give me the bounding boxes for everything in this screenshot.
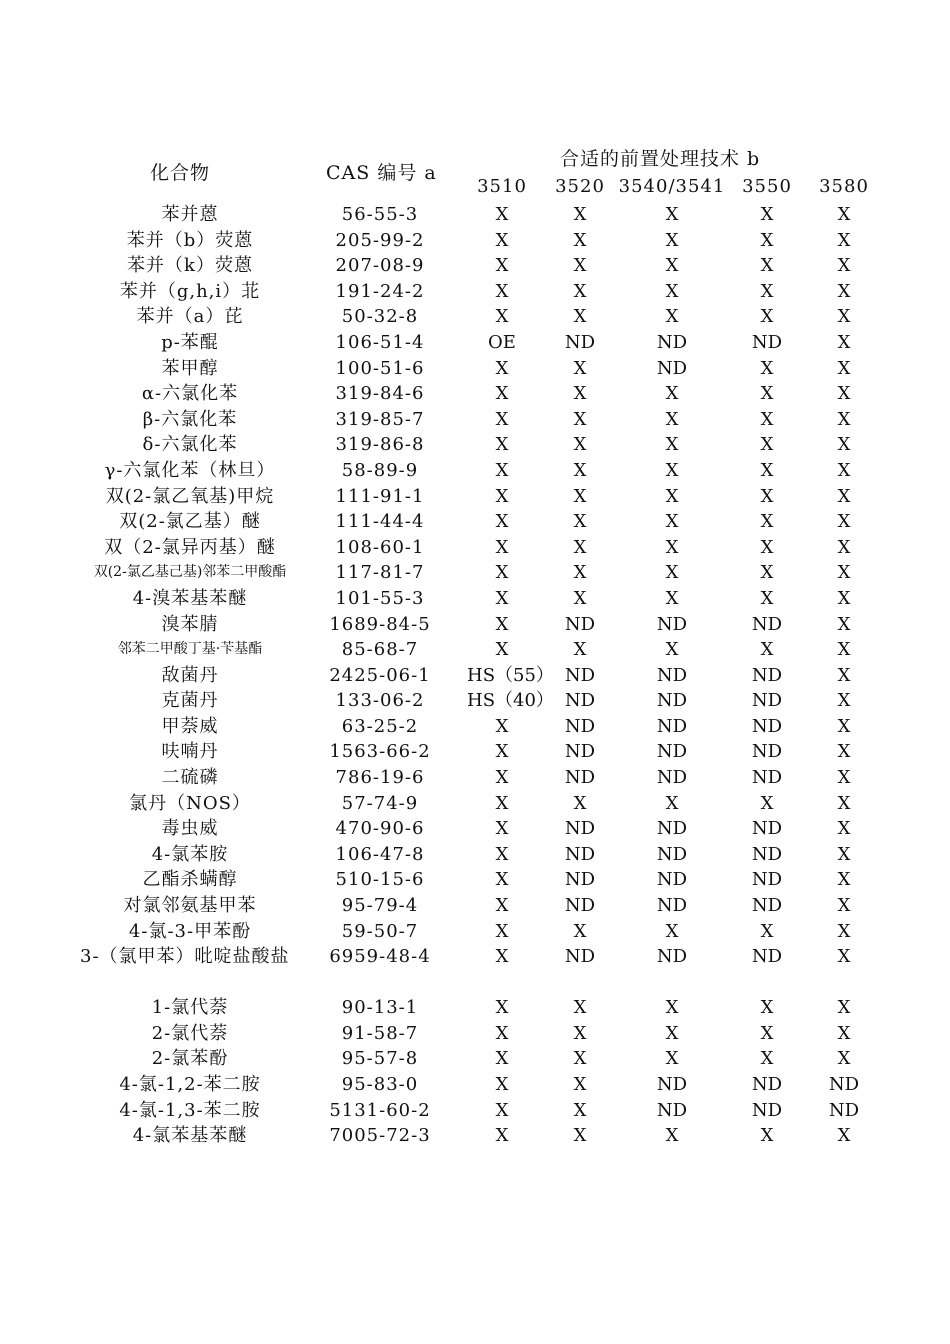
compound-name: 苯并（g,h,i）苝 [119,280,261,302]
method-3540-3541-value: ND [656,690,688,712]
compound-name: 呋喃丹 [161,741,219,763]
method-3540-3541-value: ND [656,869,688,891]
method-3540-3541-value: X [665,1022,679,1044]
method-3540-3541-value: X [665,280,679,302]
method-3540-3541-value: X [665,408,679,430]
method-3580-value: X [837,920,851,942]
table-row [0,279,950,305]
cas-number: 95-57-8 [341,1048,419,1070]
method-3580-value: X [837,895,851,917]
cas-number: 106-47-8 [335,843,425,865]
cas-number: 100-51-6 [335,357,425,379]
method-3550-value: X [760,1125,774,1147]
method-3580-value: X [837,1125,851,1147]
table-row [0,330,950,356]
method-3540-3541-value: ND [656,664,688,686]
method-3550-value: ND [751,690,783,712]
compound-name: 双(2-氯乙基己基)邻苯二甲酸酯 [93,564,287,581]
method-3520-value: ND [564,843,596,865]
cas-number: 470-90-6 [335,818,425,840]
header-method-3550: 3550 [742,176,792,197]
method-3550-value: X [760,204,774,225]
method-3550-value: ND [751,613,783,635]
compound-name: 4-溴苯基苯醚 [132,587,248,609]
cas-number: 111-91-1 [335,485,425,507]
cas-number: 133-06-2 [335,690,425,712]
method-3510-value: X [495,920,509,942]
cas-number: 319-86-8 [335,434,425,456]
method-3520-value: X [573,920,587,942]
method-3580-value: X [837,767,851,789]
table-row [0,356,950,382]
cas-number: 510-15-6 [335,869,425,891]
method-3510-value: X [495,843,509,865]
method-3540-3541-value: ND [656,843,688,865]
method-3580-value: X [837,792,851,814]
header-pretreatment-group: 合适的前置处理技术 b [560,148,761,170]
method-3540-3541-value: ND [656,613,688,635]
method-3580-value: X [837,587,851,609]
table-row [0,612,950,638]
table-row [0,995,950,1021]
method-3520-value: X [573,562,587,584]
method-3520-value: ND [564,741,596,763]
compound-name: 邻苯二甲酸丁基·苄基酯 [117,641,263,658]
method-3580-value: X [837,869,851,891]
cas-number: 106-51-4 [335,331,425,353]
method-3540-3541-value: X [665,434,679,456]
method-3520-value: X [573,229,587,251]
compound-name: 双(2-氯乙基）醚 [119,511,261,533]
method-3550-value: ND [751,869,783,891]
cas-number: 108-60-1 [335,536,425,558]
method-3540-3541-value: ND [656,715,688,737]
table-row [0,739,950,765]
method-3580-value: X [837,229,851,251]
method-3520-value: X [573,280,587,302]
cas-number: 5131-60-2 [329,1099,431,1121]
table-row [0,765,950,791]
method-3580-value: X [837,946,851,968]
method-3550-value: X [760,383,774,405]
method-3550-value: X [760,792,774,814]
method-3580-value: X [837,639,851,661]
table-row [0,560,950,586]
method-3510-value: X [495,204,509,225]
method-3540-3541-value: ND [656,741,688,763]
method-3580-value: X [837,357,851,379]
method-3520-value: X [573,485,587,507]
method-3510-value: X [495,946,509,968]
compound-name: 毒虫威 [161,818,219,840]
table-row [0,432,950,458]
method-3510-value: X [495,459,509,481]
cas-number: 91-58-7 [341,1022,419,1044]
compound-name: 敌菌丹 [161,664,219,686]
cas-number: 786-19-6 [335,767,425,789]
table-row [0,304,950,330]
compound-name: 双（2-氯异丙基）醚 [104,536,276,558]
method-3540-3541-value: ND [656,895,688,917]
table-row [0,714,950,740]
method-3550-value: ND [751,1099,783,1121]
method-3550-value: X [760,1022,774,1044]
method-3520-value: ND [564,869,596,891]
method-3580-value: X [837,1048,851,1070]
method-3510-value: X [495,1048,509,1070]
method-3550-value: ND [751,331,783,353]
method-3520-value: ND [564,895,596,917]
compound-name: β-六氯化苯 [142,408,238,430]
compound-name: 氯丹（NOS） [129,792,251,814]
method-3550-value: X [760,587,774,609]
table-row [0,407,950,433]
table-row [0,535,950,561]
compound-name: 3-（氯甲苯）吡啶盐酸盐 [80,946,290,968]
table-row [0,1123,950,1149]
method-3580-value: X [837,536,851,558]
table-row [0,381,950,407]
cas-number: 117-81-7 [335,562,425,584]
method-3540-3541-value: X [665,511,679,533]
method-3540-3541-value: ND [656,946,688,968]
table-row [0,1021,950,1047]
method-3550-value: X [760,536,774,558]
method-3540-3541-value: ND [656,818,688,840]
table-row [0,1072,950,1098]
method-3540-3541-value: X [665,792,679,814]
method-3540-3541-value: X [665,459,679,481]
method-3510-value: X [495,255,509,277]
method-3510-value: X [495,306,509,328]
compound-name: p-苯醌 [161,331,219,353]
method-3550-value: X [760,1048,774,1070]
method-3540-3541-value: X [665,562,679,584]
method-3520-value: X [573,204,587,225]
method-3580-value: X [837,204,851,225]
table-row [0,842,950,868]
method-3520-value: X [573,383,587,405]
method-3580-value: X [837,255,851,277]
method-3510-value: X [495,511,509,533]
table-row [0,253,950,279]
header-method-3510: 3510 [477,176,527,197]
method-3540-3541-value: X [665,229,679,251]
method-3550-value: X [760,357,774,379]
method-3520-value: X [573,1022,587,1044]
method-3550-value: X [760,255,774,277]
cas-number: 319-85-7 [335,408,425,430]
method-3520-value: X [573,639,587,661]
table-row [0,919,950,945]
method-3510-value: X [495,434,509,456]
method-3520-value: X [573,511,587,533]
header-method-3520: 3520 [555,176,605,197]
method-3580-value: X [837,613,851,635]
method-3580-value: X [837,459,851,481]
compound-name: 二硫磷 [161,767,219,789]
method-3520-value: X [573,459,587,481]
method-3550-value: ND [751,741,783,763]
method-3510-value: X [495,485,509,507]
method-3580-value: X [837,408,851,430]
method-3580-value: X [837,690,851,712]
method-3510-value: X [495,1022,509,1044]
compound-name: α-六氯化苯 [141,383,239,405]
method-3550-value: X [760,997,774,1019]
method-3550-value: X [760,229,774,251]
method-3520-value: X [573,1125,587,1147]
method-3550-value: X [760,434,774,456]
method-3540-3541-value: X [665,1125,679,1147]
method-3510-value: X [495,1074,509,1095]
method-3540-3541-value: ND [656,767,688,789]
method-3550-value: X [760,408,774,430]
method-3520-value: X [573,587,587,609]
table-row [0,509,950,535]
method-3510-value: X [495,639,509,661]
method-3520-value: X [573,1099,587,1121]
compound-name: 甲萘威 [161,715,219,737]
method-3580-value: X [837,306,851,328]
method-3550-value: X [760,920,774,942]
method-3550-value: X [760,280,774,302]
method-3540-3541-value: X [665,536,679,558]
header-method-3540-3541: 3540/3541 [618,176,726,197]
method-3580-value: X [837,331,851,353]
method-3510-value: X [495,357,509,379]
cas-number: 85-68-7 [341,639,419,661]
method-3550-value: X [760,511,774,533]
method-3550-value: X [760,306,774,328]
header-method-3580: 3580 [819,176,869,197]
table-row [0,637,950,663]
compound-name: 溴苯腈 [161,613,219,635]
compound-name: 1-氯代萘 [151,997,229,1019]
compound-name: γ-六氯化苯（林旦） [104,459,276,481]
method-3520-value: ND [564,331,596,353]
compound-name: 2-氯代萘 [151,1022,229,1044]
method-3510-value: X [495,818,509,840]
compound-name: 克菌丹 [161,690,219,712]
method-3580-value: X [837,715,851,737]
method-3550-value: ND [751,767,783,789]
compound-name: 4-氯-3-甲苯酚 [128,920,252,942]
method-3580-value: X [837,562,851,584]
method-3520-value: ND [564,767,596,789]
method-3550-value: X [760,562,774,584]
cas-number: 56-55-3 [341,204,419,225]
compound-name: 2-氯苯酚 [151,1048,229,1070]
table-row [0,944,950,995]
method-3540-3541-value: ND [656,1099,688,1121]
method-3550-value: X [760,485,774,507]
method-3510-value: X [495,767,509,789]
method-3540-3541-value: X [665,383,679,405]
method-3510-value: OE [488,331,516,353]
method-3510-value: X [495,280,509,302]
table-row [0,202,950,228]
method-3520-value: ND [564,715,596,737]
method-3510-value: X [495,869,509,891]
cas-number: 95-83-0 [341,1074,419,1095]
compound-name: 苯并蒽 [161,204,219,225]
cas-number: 95-79-4 [341,895,419,917]
method-3510-value: X [495,997,509,1019]
cas-number: 2425-06-1 [329,664,431,686]
method-3580-value: X [837,818,851,840]
method-3510-value: X [495,383,509,405]
method-3510-value: X [495,536,509,558]
method-3540-3541-value: X [665,997,679,1019]
method-3580-value: X [837,511,851,533]
method-3580-value: X [837,383,851,405]
compound-name: 4-氯苯基苯醚 [132,1125,248,1147]
method-3580-value: X [837,997,851,1019]
method-3510-value: HS（55） [467,664,554,686]
cas-number: 90-13-1 [341,997,419,1019]
method-3520-value: X [573,357,587,379]
method-3550-value: X [760,639,774,661]
method-3580-value: X [837,664,851,686]
cas-number: 50-32-8 [341,306,419,328]
method-3510-value: X [495,229,509,251]
compound-name: 苯并（b）荧蒽 [126,229,254,251]
compound-name: 苯并（k）荧蒽 [127,255,253,277]
cas-number: 111-44-4 [335,511,425,533]
method-3510-value: X [495,1125,509,1147]
method-3550-value: ND [751,946,783,968]
method-3550-value: ND [751,843,783,865]
method-3520-value: ND [564,818,596,840]
method-3550-value: ND [751,1074,783,1095]
cas-number: 63-25-2 [341,715,419,737]
method-3520-value: X [573,306,587,328]
method-3580-value: X [837,485,851,507]
method-3540-3541-value: X [665,639,679,661]
method-3540-3541-value: X [665,1048,679,1070]
method-3540-3541-value: X [665,920,679,942]
method-3510-value: HS（40） [467,690,554,712]
table-row [0,791,950,817]
method-3520-value: X [573,1048,587,1070]
method-3510-value: X [495,792,509,814]
cas-number: 57-74-9 [341,792,419,814]
table-row [0,867,950,893]
table-row [0,663,950,689]
cas-number: 205-99-2 [335,229,425,251]
method-3550-value: ND [751,664,783,686]
method-3510-value: X [495,741,509,763]
method-3580-value: ND [828,1099,860,1121]
method-3520-value: X [573,1074,587,1095]
method-3550-value: X [760,459,774,481]
compound-name: 对氯邻氨基甲苯 [123,895,257,917]
table-row [0,893,950,919]
method-3520-value: ND [564,613,596,635]
method-3540-3541-value: ND [656,1074,688,1095]
method-3550-value: ND [751,818,783,840]
method-3580-value: X [837,1022,851,1044]
method-3550-value: ND [751,895,783,917]
compound-name: 苯甲醇 [161,357,219,379]
method-3520-value: X [573,536,587,558]
method-3540-3541-value: ND [656,331,688,353]
method-3510-value: X [495,562,509,584]
compound-name: 4-氯-1,2-苯二胺 [119,1074,261,1095]
method-3540-3541-value: X [665,485,679,507]
cas-number: 191-24-2 [335,280,425,302]
method-3510-value: X [495,613,509,635]
compound-name: 苯并（a）芘 [136,306,244,328]
method-3510-value: X [495,408,509,430]
header-compound: 化合物 [150,162,211,184]
cas-number: 59-50-7 [341,920,419,942]
table-row [0,484,950,510]
table-row [0,1098,950,1124]
method-3510-value: X [495,1099,509,1121]
method-3580-value: X [837,434,851,456]
method-3520-value: X [573,434,587,456]
method-3510-value: X [495,587,509,609]
method-3520-value: X [573,255,587,277]
table-row [0,1046,950,1072]
cas-number: 6959-48-4 [329,946,431,968]
method-3580-value: X [837,741,851,763]
method-3540-3541-value: X [665,587,679,609]
cas-number: 101-55-3 [335,587,425,609]
cas-number: 1689-84-5 [329,613,431,635]
method-3540-3541-value: X [665,204,679,225]
method-3580-value: X [837,280,851,302]
method-3520-value: X [573,792,587,814]
compound-name: 双(2-氯乙氧基)甲烷 [105,485,275,507]
data-table [0,202,950,1149]
cas-number: 207-08-9 [335,255,425,277]
method-3550-value: ND [751,715,783,737]
method-3520-value: ND [564,690,596,712]
method-3540-3541-value: X [665,306,679,328]
table-row [0,228,950,254]
compound-name: 4-氯-1,3-苯二胺 [119,1099,261,1121]
compound-name: δ-六氯化苯 [142,434,238,456]
method-3520-value: X [573,408,587,430]
method-3580-value: ND [828,1074,860,1095]
method-3540-3541-value: ND [656,357,688,379]
table-row [0,458,950,484]
method-3580-value: X [837,843,851,865]
compound-name: 乙酯杀螨醇 [142,869,238,891]
cas-number: 319-84-6 [335,383,425,405]
cas-number: 7005-72-3 [329,1125,431,1147]
method-3510-value: X [495,895,509,917]
cas-number: 1563-66-2 [329,741,431,763]
table-row [0,586,950,612]
method-3540-3541-value: X [665,255,679,277]
compound-name: 4-氯苯胺 [151,843,229,865]
table-row [0,816,950,842]
method-3520-value: ND [564,664,596,686]
method-3520-value: ND [564,946,596,968]
header-cas-number: CAS 编号 a [326,162,437,184]
table-row [0,688,950,714]
cas-number: 58-89-9 [341,459,419,481]
method-3520-value: X [573,997,587,1019]
method-3510-value: X [495,715,509,737]
